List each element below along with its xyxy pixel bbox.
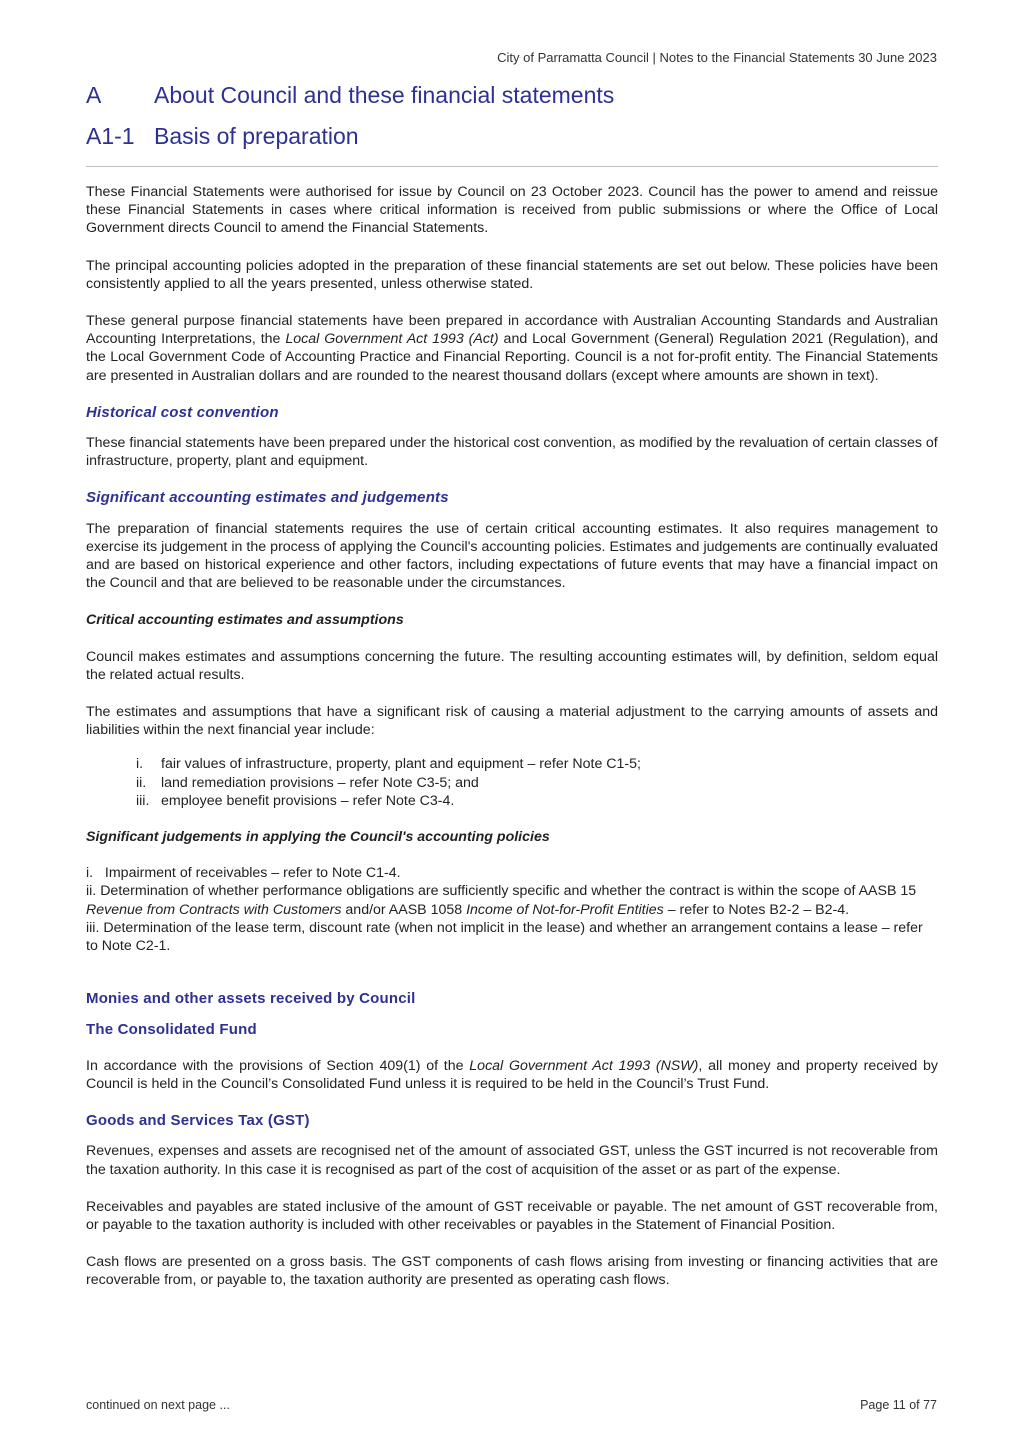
list-text: fair values of infrastructure, property, plant and equipment – refer Note C1-5; [161, 756, 641, 773]
judgement-text-a: ii. Determination of whether performance obligations are sufficiently specific and whether the contract is within the scope of AASB 15 [86, 883, 917, 900]
continued-note: continued on next page ... [86, 1398, 230, 1412]
gst-paragraph-1: Revenues, expenses and assets are recognised net of the amount of associated GST, unless the GST incurred is not recoverable from the taxation authority. In this case it is recognised as part of the cost of acquisition of the asset or as part of the expense. [86, 1143, 938, 1178]
gst-heading: Goods and Services Tax (GST) [86, 1112, 310, 1130]
paragraph-policies: The principal accounting policies adopted in the preparation of these financial statements are set out below. These policies have been consistently applied to all the years presented, unless otherwise stated. [86, 257, 938, 292]
judgement-item-3: iii. Determination of the lease term, discount rate (when not implicit in the lease) and whether an arrangement contains a lease – refer to Note C2-1. [86, 919, 923, 955]
subsection-number: A1-1 [86, 123, 135, 149]
body-content [86, 183, 938, 1309]
judgement-item-1: i. Impairment of receivables – refer to Note C1-4. [86, 865, 401, 882]
section-heading [86, 82, 614, 109]
list-text: land remediation provisions – refer Note C3-5; and [161, 774, 479, 791]
consolidated-text-a: In accordance with the provisions of Section 409(1) of the [86, 1057, 470, 1074]
section-number: A [86, 82, 102, 108]
historical-heading: Historical cost convention [86, 403, 279, 421]
paragraph-authorisation: These Financial Statements were authorised for issue by Council on 23 October 2023. Council has the power to amend and reissue these Financial Statements in cases where critical information is received from public submissions or where the Office of Local Government directs Council to amend the Financial Statements. [86, 184, 938, 237]
heading-divider [86, 166, 938, 167]
historical-text: These financial statements have been prepared under the historical cost convention, as modified by the revaluation of certain classes of infrastructure, property, plant and equipment. [86, 435, 938, 470]
estimates-text: The preparation of financial statements requires the use of certain critical accounting estimates. It also requires management to exercise its judgement in the process of applying the Council's accounting policies. Estimates and judgements are continually evaluated and are based on historical experience and other factors, including expectations of future events that may have a financial impact on the Council and that are believed to be reasonable under the circumstances. [86, 520, 938, 592]
gst-paragraph-2: Receivables and payables are stated inclusive of the amount of GST receivable or payable. The net amount of GST recoverable from, or payable to the taxation authority is included with other receivables or payables in the Statement of Financial Position. [86, 1198, 938, 1233]
consolidated-act-title: Local Government Act 1993 (NSW) [469, 1057, 699, 1074]
basis-text-b: and Local Government (General) Regulation 2021 (Regulation), and the Local Government Code of Accounting Practice and Financial Reporting. Council is a not for-profit entity. The Financial Statements are presented in Australian dollars and are rounded to the nearest thousand dollars (except where amounts are shown in text). [86, 331, 938, 384]
gst-paragraph-3: Cash flows are presented on a gross basis. The GST components of cash flows arising from investing or financing activities that are recoverable from, or payable to, the taxation authority are presented as operating cash flows. [86, 1254, 938, 1289]
estimates-heading: Significant accounting estimates and judgements [86, 489, 449, 507]
list-numeral: iii. [136, 792, 150, 809]
critical-heading: Critical accounting estimates and assumptions [86, 612, 404, 629]
judgement-standard-1: Revenue from Contracts with Customers [86, 901, 342, 918]
basis-act-title: Local Government Act 1993 (Act) [285, 331, 499, 348]
consolidated-text [86, 1057, 938, 1093]
running-header: City of Parramatta Council | Notes to the Financial Statements 30 June 2023 [497, 50, 937, 65]
basis-text-a: These general purpose financial statements have been prepared in accordance with Australian Accounting Standards and Australian Accounting Interpretations, the [86, 313, 938, 348]
consolidated-text-b: , all money and property received by Council is held in the Council’s Consolidated Fund unless it is required to be held in the Council’s Trust Fund. [86, 1057, 938, 1092]
subsection-title: Basis of preparation [154, 123, 359, 149]
page-number: Page 11 of 77 [860, 1398, 937, 1412]
judgement-text-c: – refer to Notes B2-2 – B2-4. [663, 901, 850, 918]
list-item [136, 774, 938, 792]
list-item [136, 755, 938, 773]
list-text: employee benefit provisions – refer Note C3-4. [161, 792, 455, 809]
subsection-heading [86, 123, 359, 150]
judgements-heading: Significant judgements in applying the Council's accounting policies [86, 829, 550, 846]
list-item [136, 792, 938, 810]
list-numeral: i. [136, 756, 144, 773]
critical-text-1: Council makes estimates and assumptions concerning the future. The resulting accounting estimates will, by definition, seldom equal the related actual results. [86, 648, 938, 683]
judgement-standard-2: Income of Not-for-Profit Entities [466, 901, 664, 918]
judgement-item-2 [86, 882, 938, 918]
critical-text-2: The estimates and assumptions that have a significant risk of causing a material adjustment to the carrying amounts of assets and liabilities within the next financial year include: [86, 704, 938, 739]
paragraph-basis [86, 312, 938, 385]
judgements-list [86, 864, 938, 955]
monies-heading: Monies and other assets received by Council [86, 990, 416, 1008]
critical-list [136, 755, 938, 810]
consolidated-heading: The Consolidated Fund [86, 1020, 257, 1038]
list-numeral: ii. [136, 774, 147, 791]
judgement-text-b: and/or AASB 1058 [341, 901, 467, 918]
section-title: About Council and these financial statements [154, 82, 615, 108]
